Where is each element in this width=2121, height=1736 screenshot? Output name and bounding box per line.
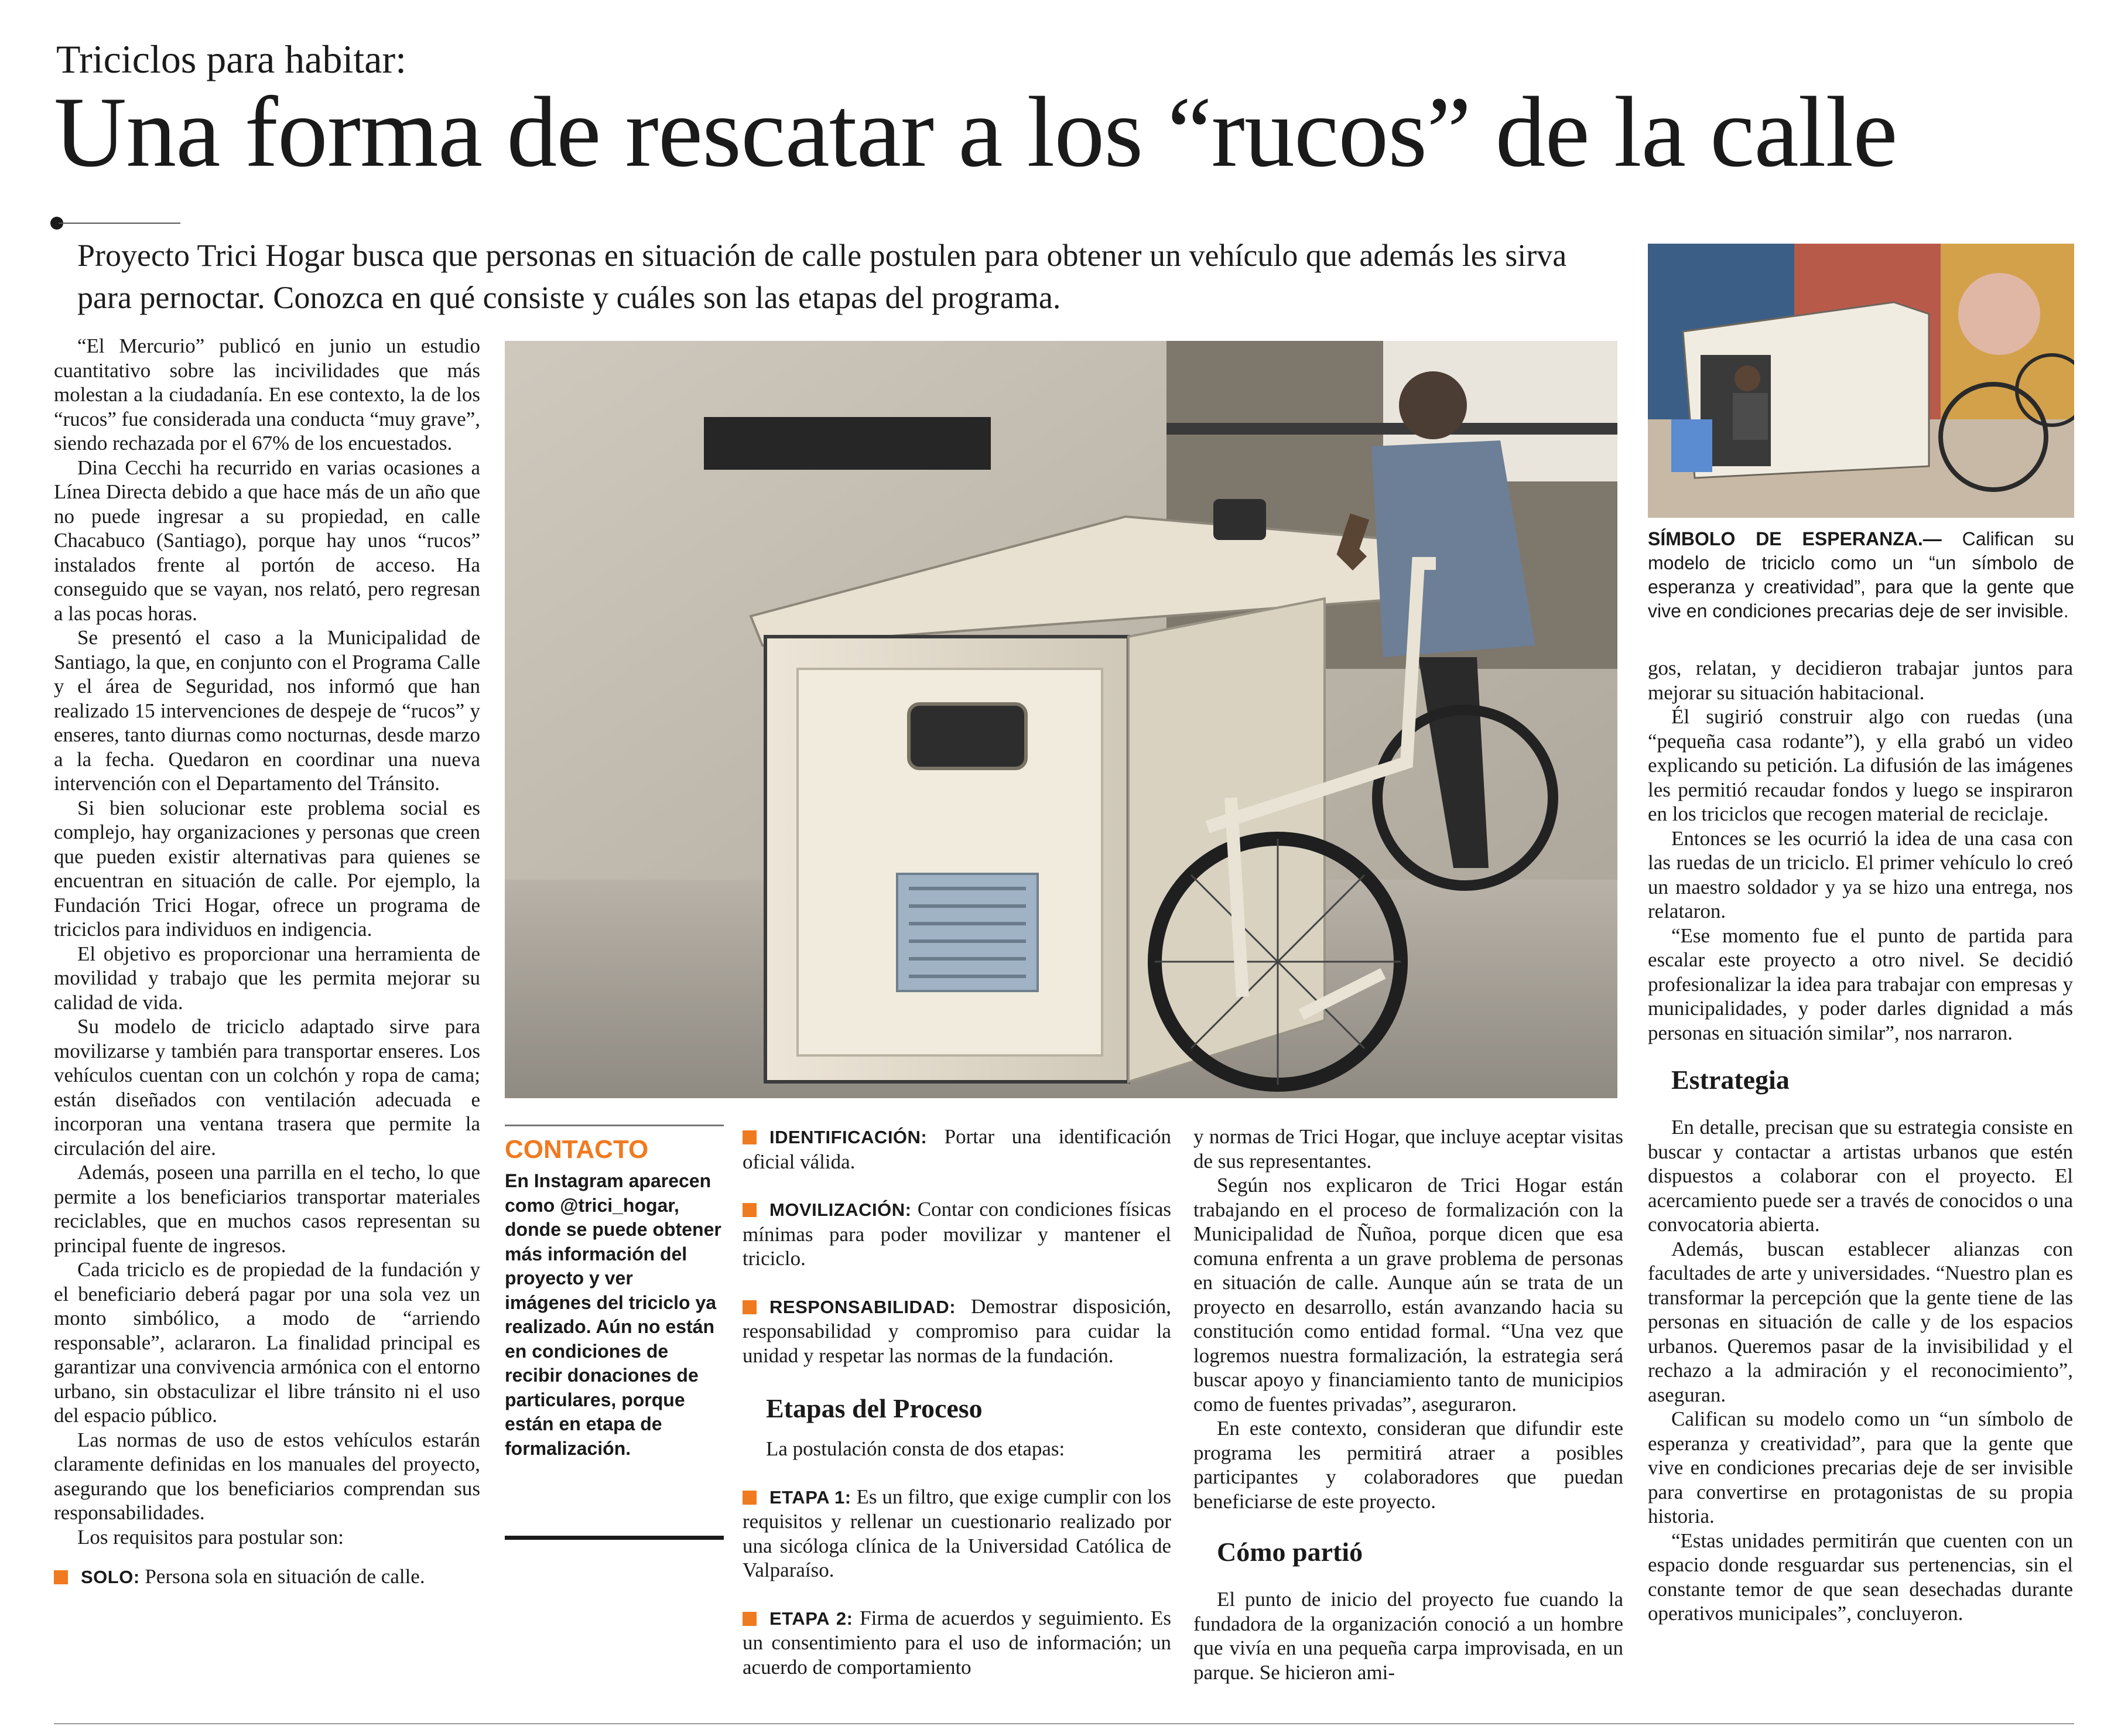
side-photo-caption [1648, 527, 2074, 623]
paragraph: “El Mercurio” publicó en junio un estudio cuantitativo sobre las incivilidades que más molestan a la ciudadanía. En ese contexto, la de los “rucos” fue considerada una conducta “muy grave”, siendo rechazada por el 67% de los encuestados. [54, 334, 480, 454]
requirement-movilizacion [743, 1197, 1171, 1271]
side-photo-tricycle [1648, 244, 2074, 518]
paragraph: En detalle, precisan que su estrategia consiste en buscar y contactar a artistas urbanos que estén dispuestos a colaborar con el proyecto. El acercamiento puede ser a través de conocidos o una convocatoria abierta. [1648, 1116, 2073, 1236]
paragraph: Los requisitos para postular son: [77, 1525, 344, 1549]
paragraph: Entonces se les ocurrió la idea de una casa con las ruedas de un triciclo. El primer vehículo lo creó un maestro soldador y ya se hizo una entrega, nos relataron. [1648, 826, 2073, 922]
orange-square-bullet [54, 1570, 68, 1584]
requirement-label: RESPONSABILIDAD: [769, 1296, 956, 1317]
bottom-rule [54, 1723, 2074, 1724]
paragraph: El punto de inicio del proyecto fue cuando la fundadora de la organización conoció a un hombre que vivía en una pequeña carpa improvisada, en un parque. Se hicieron ami- [1193, 1588, 1623, 1684]
caption-text: Califican su modelo de triciclo como un “un símbolo de esperanza y creatividad”, para que la gente que vive en condiciones precarias deje de ser invisible. [1648, 528, 2075, 621]
paragraph: La postulación consta de dos etapas: [766, 1437, 1065, 1460]
paragraph: Además, poseen una parrilla en el techo, lo que permite a los beneficiarios transportar materiales reciclables, que en muchos casos representan su principal fuente de ingresos. [54, 1161, 480, 1257]
orange-square-bullet [743, 1491, 757, 1505]
paragraph: Las normas de uso de estos vehículos estarán claramente definidas en los manuales del proyecto, asegurando que los beneficiarios comprendan sus responsabilidades. [54, 1428, 480, 1524]
paragraph: El objetivo es proporcionar una herramienta de movilidad y trabajo que les permita mejorar su calidad de vida. [54, 942, 480, 1014]
stage-2 [743, 1606, 1171, 1680]
paragraph: Califican su modelo como un “un símbolo de esperanza y creatividad”, para que la gente que vive en condiciones precarias deje de ser invisible para convertirse en protagonistas de su propia historia. [1648, 1407, 2073, 1527]
caption-label: SÍMBOLO DE ESPERANZA.— [1648, 528, 1942, 549]
orange-square-bullet [743, 1203, 757, 1217]
subhead-estrategia: Estrategia [1671, 1065, 1790, 1095]
paragraph: gos, relatan, y decidieron trabajar juntos para mejorar su situación habitacional. [1648, 657, 2073, 704]
requirement-text: Demostrar disposición, responsabilidad y compromiso para cuidar la unidad y respetar las normas de la fundación. [743, 1294, 1171, 1367]
paragraph: En este contexto, consideran que difundir este programa les permitirá atraer a posibles participantes y colaboradores que puedan beneficiarse de este proyecto. [1193, 1417, 1623, 1513]
requirement-solo [54, 1564, 480, 1590]
article-deck: Proyecto Trici Hogar busca que personas en situación de calle postulen para obtener un vehículo que además les sirva para pernoctar. Conozca en qué consiste y cuáles son las etapas del programa. [77, 238, 1567, 315]
paragraph: “Ese momento fue el punto de partida para escalar este proyecto a otro nivel. Se decidió profesionalizar la idea para trabajar con empresas y municipalidades, y poder darles dignidad a más personas en situación similar”, nos narraron. [1648, 924, 2073, 1044]
requirement-identificacion [743, 1125, 1171, 1174]
contact-bottom-rule [505, 1536, 724, 1540]
paragraph: Si bien solucionar este problema social es complejo, hay organizaciones y personas que creen que pueden existir alternativas para quienes se encuentran en situación de calle. Por ejemplo, la Fundación Trici Hogar, ofrece un programa de triciclos para individuos en indigencia. [54, 796, 480, 941]
orange-square-bullet [743, 1130, 757, 1144]
orange-square-bullet [743, 1300, 757, 1314]
header-rule-line [59, 223, 180, 224]
requirement-text: Persona sola en situación de calle. [139, 1565, 425, 1588]
paragraph: Su modelo de triciclo adaptado sirve para movilizarse y también para transportar enseres. Los vehículos cuentan con un colchón y ropa de cama; están diseñados con ventilación adecuada e incorporan una ventana trasera que permite la circulación del aire. [54, 1015, 480, 1160]
article-column-5 [1648, 656, 2073, 1626]
stage-text: Es un filtro, que exige cumplir con los requisitos y rellenar un cuestionario realizado por una sicóloga clínica de la Universidad Católica de Valparaíso. [743, 1485, 1171, 1581]
stage-text: Firma de acuerdos y seguimiento. Es un consentimiento para el uso de información; un acuerdo de comportamiento [743, 1606, 1171, 1679]
orange-square-bullet [743, 1612, 757, 1626]
subhead-etapas: Etapas del Proceso [766, 1393, 983, 1423]
subhead-como-partio: Cómo partió [1217, 1537, 1363, 1567]
contact-title: CONTACTO [505, 1135, 649, 1164]
stage-label: ETAPA 1: [769, 1486, 851, 1508]
requirement-label: MOVILIZACIÓN: [769, 1200, 912, 1220]
paragraph: Se presentó el caso a la Municipalidad de Santiago, la que, en conjunto con el Programa Calle y el área de Seguridad, nos informó que han realizado 15 intervenciones de despeje de “rucos” y enseres, tanto diurnas como nocturnas, desde marzo a la fecha. Quedaron en coordinar una nueva intervención con el Departamento del Tránsito. [54, 626, 480, 795]
paragraph: y normas de Trici Hogar, que incluye aceptar visitas de sus representantes. [1193, 1125, 1623, 1173]
paragraph: Dina Cecchi ha recurrido en varias ocasiones a Línea Directa debido a que hace más de un año que no puede ingresar a su propiedad, en calle Chacabuco (Santiago), porque hay unos “rucos” instalados frente al portón de acceso. Ha conseguido que se vayan, nos relató, pero regresan a las pocas horas. [54, 456, 480, 625]
contact-body: En Instagram aparecen como @trici_hogar, donde se puede obtener más información del proyecto y ver imágenes del triciclo ya realizado. Aún no están en condiciones de recibir donaciones de particulares, porque están en etapa de formalización. [505, 1170, 721, 1459]
paragraph: Además, buscan establecer alianzas con facultades de arte y universidades. “Nuestro plan es transformar la percepción que la gente tiene de las personas en situación de calle y de los espacios urbanos. Queremos pasar de la invisibilidad y el rechazo a la admiración y el reconocimiento”, aseguran. [1648, 1237, 2073, 1406]
requirement-label: IDENTIFICACIÓN: [769, 1127, 928, 1147]
article-headline: Una forma de rescatar a los “rucos” de la calle [54, 77, 1897, 188]
requirement-text: Contar con condiciones físicas mínimas para poder movilizar y mantener el triciclo. [743, 1198, 1171, 1270]
contact-top-rule [505, 1125, 724, 1126]
paragraph: Cada triciclo es de propiedad de la fundación y el beneficiario deberá pagar por una sola vez un monto simbólico, a modo de “arriendo responsable”, aclararon. La finalidad principal es garantizar una convivencia armónica con el entorno urbano, sin obstaculizar el libre tránsito ni el uso del espacio público. [54, 1258, 480, 1427]
paragraph: Él sugirió construir algo con ruedas (una “pequeña casa rodante”), y ella grabó un video explicando su petición. La difusión de las imágenes les permitió recaudar fondos y luego se inspiraron en los triciclos que recogen material de reciclaje. [1648, 705, 2073, 825]
requirement-label: SOLO: [81, 1567, 140, 1587]
requirement-text: Portar una identificación oficial válida. [743, 1125, 1171, 1173]
stage-1 [743, 1485, 1171, 1583]
article-column-3 [743, 1125, 1171, 1679]
article-kicker: Triciclos para habitar: [56, 37, 406, 81]
stage-label: ETAPA 2: [769, 1608, 853, 1629]
article-column-4 [1193, 1125, 1623, 1684]
paragraph: Según nos explicaron de Trici Hogar están trabajando en el proceso de formalización con la Municipalidad de Ñuñoa, porque dicen que esa comuna enfrenta a un grave problema de personas en situación de calle. Aunque aún se trata de un proyecto en desarrollo, están avanzando hacia su constitución como entidad formal. “Una vez que logremos nuestra formalización, la estrategia será buscar apoyo y financiamiento tanto de municipios como de fuentes privadas”, aseguraron. [1193, 1174, 1623, 1416]
requirement-responsabilidad [743, 1294, 1171, 1368]
paragraph: “Estas unidades permitirán que cuenten con un espacio donde resguardar sus pertenencias, sin el constante temor de que sean desechadas durante operativos municipales”, concluyeron. [1648, 1529, 2073, 1625]
main-photo-tricycle [505, 341, 1617, 1098]
article-column-1 [54, 334, 480, 1590]
